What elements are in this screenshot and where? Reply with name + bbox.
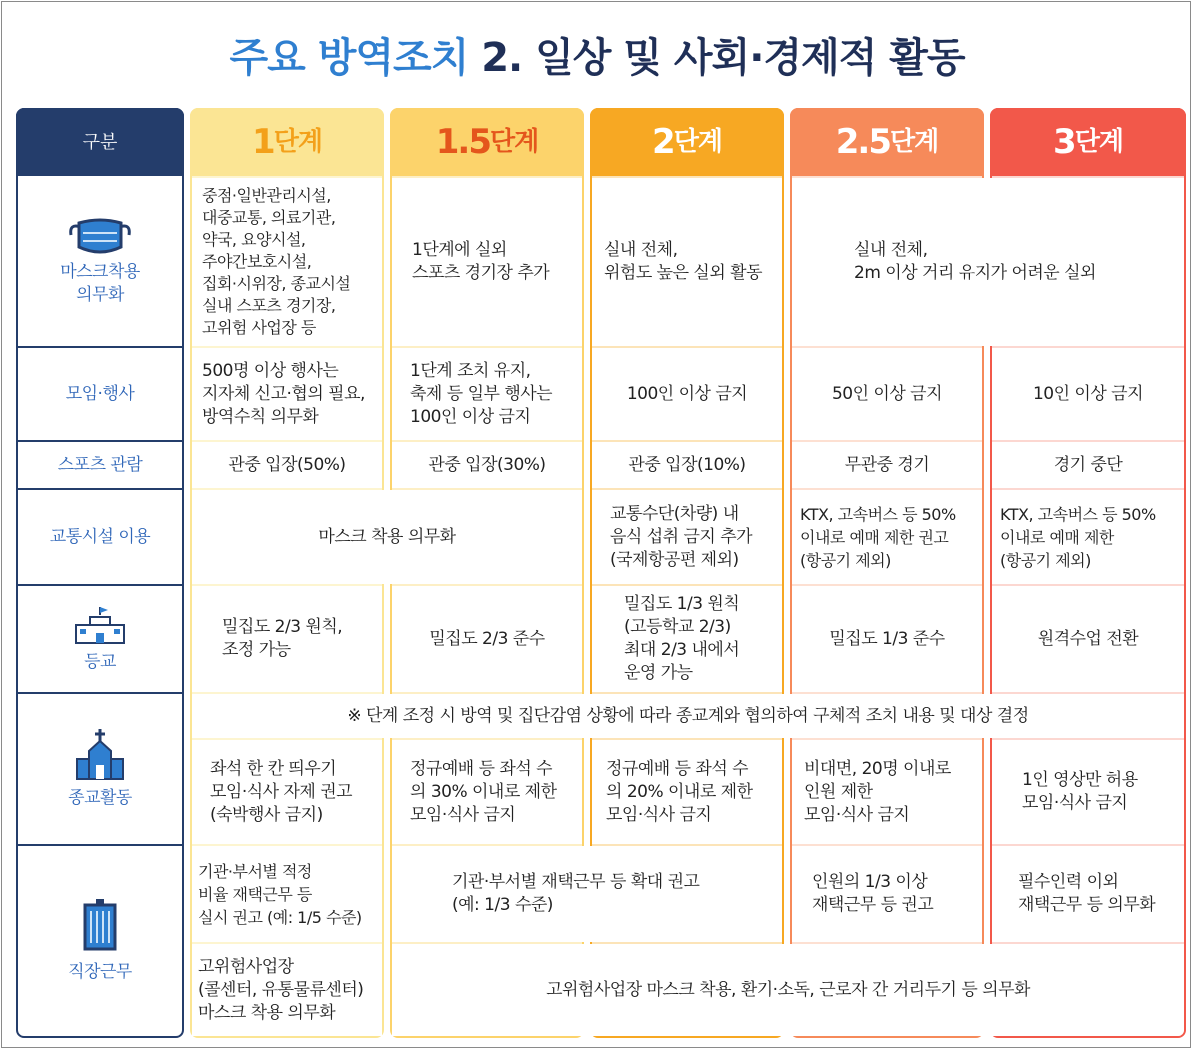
- work-level1-cell: 기관·부서별 적정 비율 재택근무 등 실시 권고 (예: 1/5 수준): [192, 846, 382, 942]
- sports-level2-cell: 관중 입장(10%): [592, 442, 782, 488]
- mask-level2-cell: 실내 전체, 위험도 높은 실외 활동: [592, 178, 782, 346]
- work-level25-cell: 인원의 1/3 이상 재택근무 등 권고: [792, 846, 982, 942]
- religion-level1-cell: 좌석 한 칸 띄우기 모임·식사 자제 권고 (숙박행사 금지): [192, 740, 382, 844]
- religion-level15-cell: 정규예배 등 좌석 수 의 30% 이내로 제한 모임·식사 금지: [392, 740, 582, 844]
- label-school: 등교: [18, 586, 182, 692]
- school-level3-cell: 원격수업 전환: [992, 586, 1184, 692]
- office-building-icon: [82, 899, 118, 951]
- transport-level1-15-cell: 마스크 착용 의무화: [192, 490, 582, 584]
- sports-level25-cell: 무관중 경기: [792, 442, 982, 488]
- work-highrisk-rest-cell: 고위험사업장 마스크 착용, 환기·소독, 근로자 간 거리두기 등 의무화: [392, 944, 1184, 1036]
- label-divider: [18, 692, 182, 694]
- level2-header: 2 단계: [590, 108, 784, 176]
- school-level25-cell: 밀집도 1/3 준수: [792, 586, 982, 692]
- sports-level1-cell: 관중 입장(50%): [192, 442, 382, 488]
- school-icon: [74, 605, 126, 645]
- level3-header: 3 단계: [990, 108, 1186, 176]
- label-divider: [18, 584, 182, 586]
- label-transport: 교통시설 이용: [49, 526, 151, 547]
- label-divider: [18, 844, 182, 846]
- header-category: 구분: [16, 108, 184, 176]
- religion-level2-cell: 정규예배 등 좌석 수 의 20% 이내로 제한 모임·식사 금지: [592, 740, 782, 844]
- school-level2-cell: 밀집도 1/3 원칙 (고등학교 2/3) 최대 2/3 내에서 운영 가능: [592, 586, 782, 692]
- transport-level25-cell: KTX, 고속버스 등 50% 이내로 예매 제한 권고 (항공기 제외): [792, 490, 982, 584]
- page-title: [0, 26, 1194, 83]
- sports-level15-cell: 관중 입장(30%): [392, 442, 582, 488]
- transport-level3-cell: KTX, 고속버스 등 50% 이내로 예매 제한 (항공기 제외): [992, 490, 1184, 584]
- gathering-level2-cell: 100인 이상 금지: [592, 348, 782, 440]
- level15-header: 1.5 단계: [390, 108, 584, 176]
- work-level3-cell: 필수인력 이외 재택근무 등 의무화: [992, 846, 1184, 942]
- school-level1-cell: 밀집도 2/3 원칙, 조정 가능: [192, 586, 382, 692]
- level25-header: 2.5 단계: [790, 108, 984, 176]
- title-part2: 2. 일상 및 사회·경제적 활동: [481, 35, 965, 81]
- mask-level15-cell: 1단계에 실외 스포츠 경기장 추가: [392, 178, 582, 346]
- church-icon: [75, 729, 125, 781]
- label-divider: [18, 488, 182, 490]
- label-work: 직장근무: [18, 846, 182, 1036]
- mask-level25-3-cell: 실내 전체, 2m 이상 거리 유지가 어려운 실외: [792, 178, 1184, 346]
- school-level15-cell: 밀집도 2/3 준수: [392, 586, 582, 692]
- work-highrisk-level1-cell: 고위험사업장 (콜센터, 유통물류센터) 마스크 착용 의무화: [192, 944, 382, 1036]
- label-divider: [18, 346, 182, 348]
- title-part1: 주요 방역조치: [229, 35, 469, 81]
- religion-level25-cell: 비대면, 20명 이내로 인원 제한 모임·식사 금지: [792, 740, 982, 844]
- sports-level3-cell: 경기 중단: [992, 442, 1184, 488]
- gathering-level1-cell: 500명 이상 행사는 지자체 신고·협의 필요, 방역수칙 의무화: [192, 348, 382, 440]
- label-sports: 스포츠 관람: [57, 454, 143, 475]
- religion-note: ※ 단계 조정 시 방역 및 집단감염 상황에 따라 종교계와 협의하여 구체적 조치 내용 및 대상 결정: [192, 694, 1184, 738]
- label-religion: 종교활동: [18, 694, 182, 844]
- gathering-level25-cell: 50인 이상 금지: [792, 348, 982, 440]
- gathering-level3-cell: 10인 이상 금지: [992, 348, 1184, 440]
- mask-icon: [67, 217, 133, 257]
- religion-level3-cell: 1인 영상만 허용 모임·식사 금지: [992, 740, 1184, 844]
- label-gathering: 모임·행사: [65, 383, 135, 404]
- level1-header: 1 단계: [190, 108, 384, 176]
- gathering-level15-cell: 1단계 조치 유지, 축제 등 일부 행사는 100인 이상 금지: [392, 348, 582, 440]
- label-divider: [18, 440, 182, 442]
- label-mask: 마스크착용 의무화: [18, 178, 182, 346]
- transport-level2-cell: 교통수단(차량) 내 음식 섭취 금지 추가 (국제항공편 제외): [592, 490, 782, 584]
- mask-level1-cell: 중점·일반관리시설, 대중교통, 의료기관, 약국, 요양시설, 주야간보호시설, 집회·시위장, 종교시설 실내 스포츠 경기장, 고위험 사업장 등: [192, 178, 382, 346]
- work-level15-2-cell: 기관·부서별 재택근무 등 확대 권고 (예: 1/3 수준): [392, 846, 782, 942]
